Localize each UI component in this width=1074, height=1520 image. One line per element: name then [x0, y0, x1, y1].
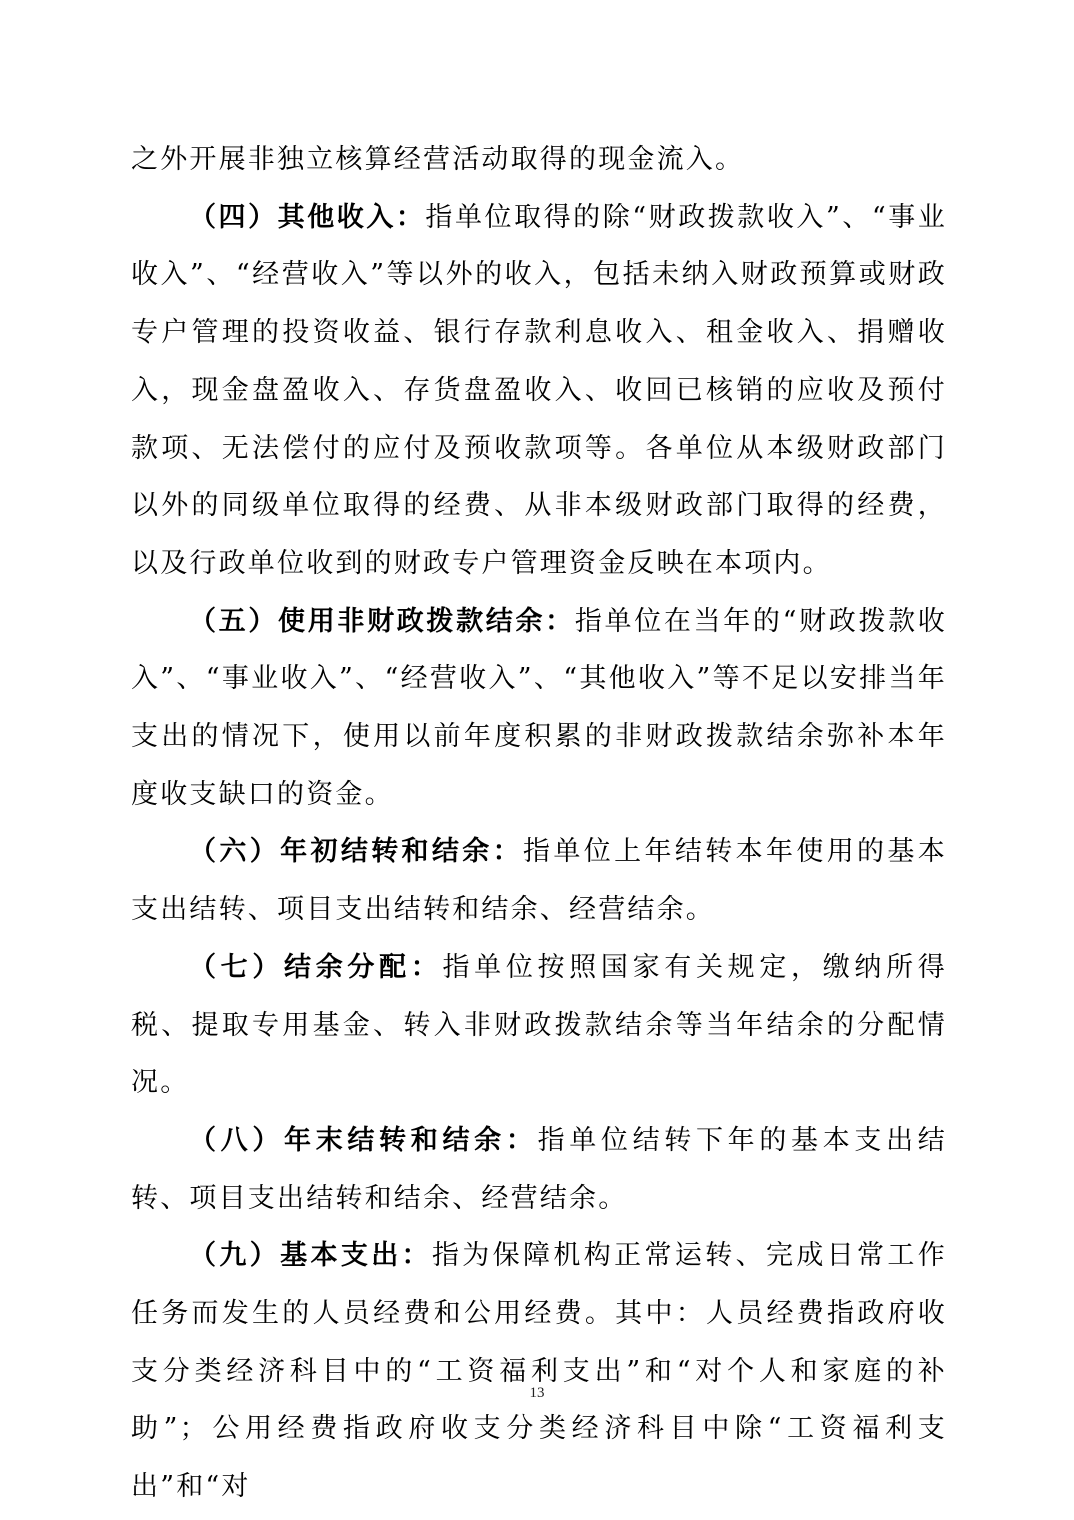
section-heading: （七）结余分配：	[189, 951, 443, 983]
paragraph-continuation	[131, 131, 947, 189]
paragraph-text: 指单位结转下年的基本支出结转、项目支出结转和结余、经营结余。	[131, 1124, 947, 1214]
paragraph-text: 指单位上年结转本年使用的基本支出结转、项目支出结转和结余、经营结余。	[131, 836, 947, 926]
paragraph-text: 指单位按照国家有关规定，缴纳所得税、提取专用基金、转入非财政拨款结余等当年结余的分配情况。	[131, 951, 947, 1099]
paragraph-non-fiscal-balance	[131, 593, 947, 824]
paragraph-opening-balance	[131, 823, 947, 938]
section-heading: （九）基本支出：	[189, 1240, 432, 1272]
section-heading: （五）使用非财政拨款结余：	[189, 605, 575, 637]
paragraph-text: 指为保障机构正常运转、完成日常工作任务而发生的人员经费和公用经费。其中：人员经费指政府收支分类经济科目中的“工资福利支出”和“对个人和家庭的补助”；公用经费指政府收支分类经济科目中除“工资福利支出”和“对	[131, 1240, 947, 1503]
section-heading: （六）年初结转和结余：	[189, 836, 524, 868]
paragraph-text: 之外开展非独立核算经营活动取得的现金流入。	[131, 144, 745, 175]
paragraph-other-income	[131, 189, 947, 593]
paragraph-balance-distribution	[131, 939, 947, 1112]
section-heading: （四）其他收入：	[189, 201, 426, 233]
document-body	[131, 131, 947, 1516]
paragraph-basic-expenditure	[131, 1227, 947, 1516]
section-heading: （八）年末结转和结余：	[189, 1124, 538, 1156]
paragraph-closing-balance	[131, 1112, 947, 1227]
page-number: 13	[529, 1385, 545, 1401]
paragraph-text: 指单位在当年的“财政拨款收入”、“事业收入”、“经营收入”、“其他收入”等不足以安排当年支出的情况下，使用以前年度积累的非财政拨款结余弥补本年度收支缺口的资金。	[131, 605, 947, 810]
paragraph-text: 指单位取得的除“财政拨款收入”、“事业收入”、“经营收入”等以外的收入，包括未纳入财政预算或财政专户管理的投资收益、银行存款利息收入、租金收入、捐赠收入，现金盘盈收入、存货盘盈收入、收回已核销的应收及预付款项、无法偿付的应付及预收款项等。各单位从本级财政部门以外的同级单位取得的经费、从非本级财政部门取得的经费，以及行政单位收到的财政专户管理资金反映在本项内。	[131, 201, 947, 579]
